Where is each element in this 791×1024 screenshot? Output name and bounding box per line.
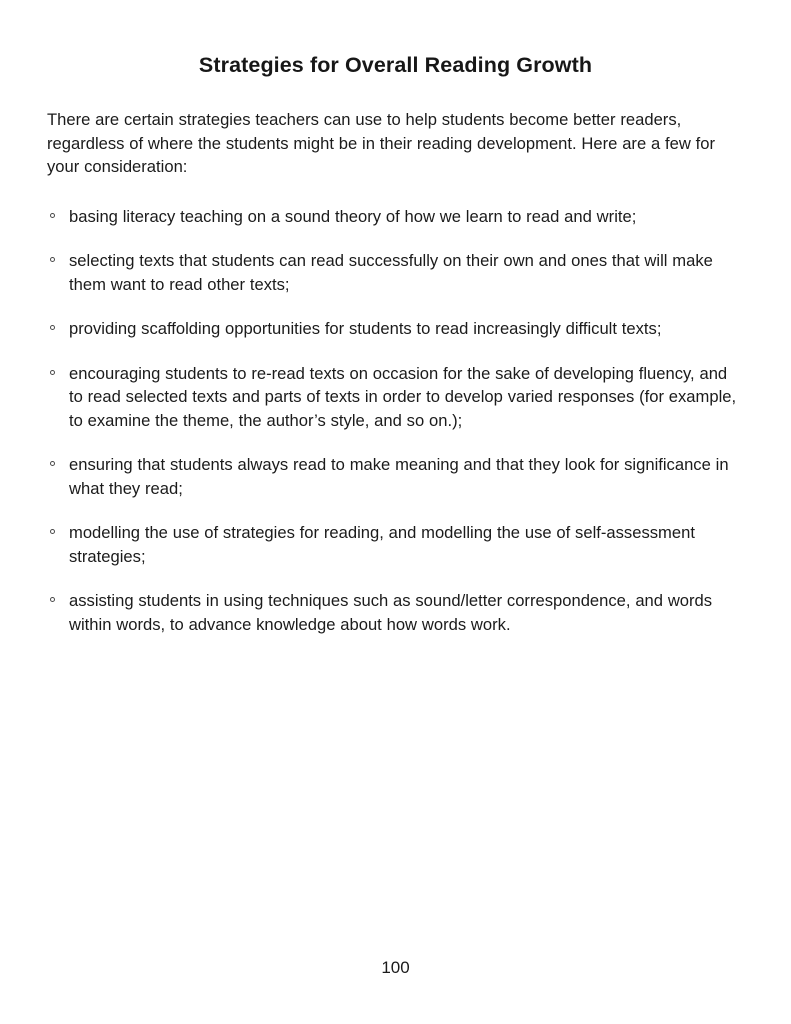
list-item-text: encouraging students to re-read texts on occasion for the sake of developing fluency, and to read selected texts and parts of texts in order to develop varied responses (for example, to examine the theme, the author’s style, and so on.); [69,363,737,430]
list-item-text: modelling the use of strategies for reading, and modelling the use of self-assessment strategies; [69,523,695,566]
page-title: Strategies for Overall Reading Growth [198,53,593,78]
list-item [47,521,741,568]
list-item-text: assisting students in using techniques such as sound/letter correspondence, and words within words, to advance knowledge about how words work. [69,591,713,634]
list-item [47,249,741,296]
list-item [47,362,741,433]
list-item [47,589,741,636]
open-circle-bullet-icon [50,213,55,218]
open-circle-bullet-icon [50,257,55,262]
list-item-text: providing scaffolding opportunities for students to read increasingly difficult texts; [69,319,662,338]
intro-paragraph: There are certain strategies teachers can use to help students become better readers, regardless of where the students might be in their reading development. Here are a few for your consideration: [47,110,716,176]
open-circle-bullet-icon [50,597,55,602]
list-item-text: selecting texts that students can read successfully on their own and ones that will make them want to read other texts; [69,251,713,294]
strategies-list [47,205,741,637]
list-item-text: ensuring that students always read to make meaning and that they look for significance in what they read; [69,455,729,498]
document-body [47,108,741,636]
page-number: 100 [381,958,410,977]
list-item [47,205,741,229]
list-item [47,453,741,500]
list-item [47,317,741,341]
open-circle-bullet-icon [50,325,55,330]
list-item-text: basing literacy teaching on a sound theory of how we learn to read and write; [69,206,637,226]
open-circle-bullet-icon [50,529,55,534]
open-circle-bullet-icon [50,370,55,375]
open-circle-bullet-icon [50,461,55,466]
